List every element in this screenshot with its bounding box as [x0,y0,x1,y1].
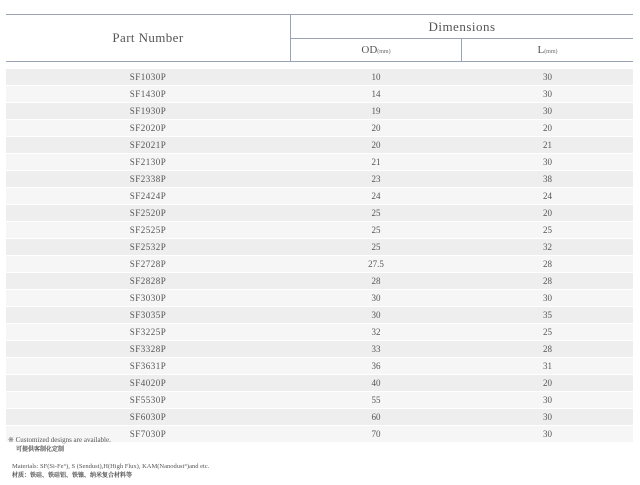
table-row [6,375,633,391]
l-cell: 20 [543,377,552,388]
l-unit: (mm) [544,49,558,55]
part-number-cell: SF3631P [129,360,167,371]
table-row [6,86,633,102]
od-cell: 60 [371,411,381,422]
part-number-cell: SF2520P [129,207,167,218]
l-cell: 28 [543,343,552,354]
dimensions-header: Dimensions [428,19,496,34]
od-cell: 30 [371,292,381,303]
part-number-cell: SF3225P [129,326,167,337]
footnotes [8,436,209,480]
table-row [6,103,633,119]
l-cell: 28 [543,275,552,286]
table-header [6,14,633,62]
table-row [6,324,633,340]
od-cell: 70 [371,428,381,439]
l-cell: 21 [543,139,552,150]
part-number-cell: SF2130P [129,156,167,167]
l-cell: 30 [543,105,552,116]
part-number-cell: SF1030P [129,72,167,82]
table-row [6,239,633,255]
part-number-cell: SF3035P [129,309,167,320]
table-row [6,307,633,323]
od-cell: 23 [371,173,381,184]
table-row [6,120,633,136]
custom-note-cn: 可提供客制化定制 [16,446,65,453]
od-cell: 32 [371,326,381,337]
part-number-cell: SF2021P [129,139,167,150]
part-number-cell: SF2728P [129,258,167,269]
custom-note-en: ※ Customized designs are available. [8,436,111,444]
od-cell: 25 [371,241,381,252]
part-number-cell: SF5530P [129,394,167,405]
l-cell: 30 [543,292,552,303]
od-cell: 20 [371,139,381,150]
table-body [6,69,633,443]
od-cell: 55 [371,394,381,405]
l-cell: 25 [543,224,552,235]
part-number-cell: SF1430P [129,88,167,99]
table-row [6,256,633,272]
l-cell: 30 [543,156,552,167]
table-row [6,409,633,425]
table-row [6,341,633,357]
od-cell: 25 [371,207,381,218]
od-cell: 30 [371,309,381,320]
part-number-cell: SF7030P [129,428,167,439]
part-number-cell: SF2828P [129,275,167,286]
l-cell: 30 [543,72,552,82]
part-number-cell: SF3328P [129,343,167,354]
l-cell: 30 [543,394,552,405]
table-row [6,69,633,85]
od-cell: 24 [371,190,381,201]
l-cell: 38 [543,173,552,184]
l-cell: 30 [543,411,552,422]
l-cell: 30 [543,88,552,99]
od-cell: 14 [371,88,381,99]
part-number-cell: SF1930P [129,105,167,116]
table-row [6,392,633,408]
od-label: OD [361,44,378,56]
part-number-cell: SF2525P [129,224,167,235]
materials-note-cn: 材质：铁硅、铁硅铝、铁镍、纳米复合材料等 [12,472,133,479]
l-cell: 24 [543,190,552,201]
l-header [462,39,633,61]
l-cell: 20 [543,207,552,218]
od-cell: 27.5 [368,258,384,269]
materials-note-en: Materials: SF(Si-Fe°), S (Sendust),H(High Flux), KAM(Nanodust°)and etc. [12,463,210,470]
od-cell: 25 [371,224,381,235]
od-cell: 40 [371,377,381,388]
od-cell: 10 [371,72,381,82]
table-row [6,205,633,221]
l-label: L [537,44,545,56]
table-row [6,290,633,306]
part-number-cell: SF2020P [129,122,167,133]
od-cell: 36 [371,360,381,371]
od-cell: 33 [371,343,381,354]
part-number-header: Part Number [112,30,184,45]
part-number-cell: SF2532P [129,241,167,252]
part-number-cell: SF6030P [129,411,167,422]
part-number-cell: SF2424P [129,190,167,201]
od-cell: 21 [371,156,381,167]
od-cell: 20 [371,122,381,133]
l-cell: 28 [543,258,552,269]
od-cell: 28 [371,275,381,286]
od-header [291,39,461,61]
table-row [6,273,633,289]
l-cell: 20 [543,122,552,133]
part-number-cell: SF4020P [129,377,167,388]
table-row [6,171,633,187]
table-row [6,188,633,204]
table-row [6,358,633,374]
l-cell: 30 [543,428,552,439]
part-number-cell: SF2338P [129,173,167,184]
table-row [6,222,633,238]
l-cell: 32 [543,241,552,252]
table-row [6,137,633,153]
part-number-cell: SF3030P [129,292,167,303]
od-cell: 19 [371,105,381,116]
table-row [6,154,633,170]
od-unit: (mm) [377,49,391,55]
l-cell: 31 [543,360,552,371]
l-cell: 35 [543,309,552,320]
l-cell: 25 [543,326,552,337]
